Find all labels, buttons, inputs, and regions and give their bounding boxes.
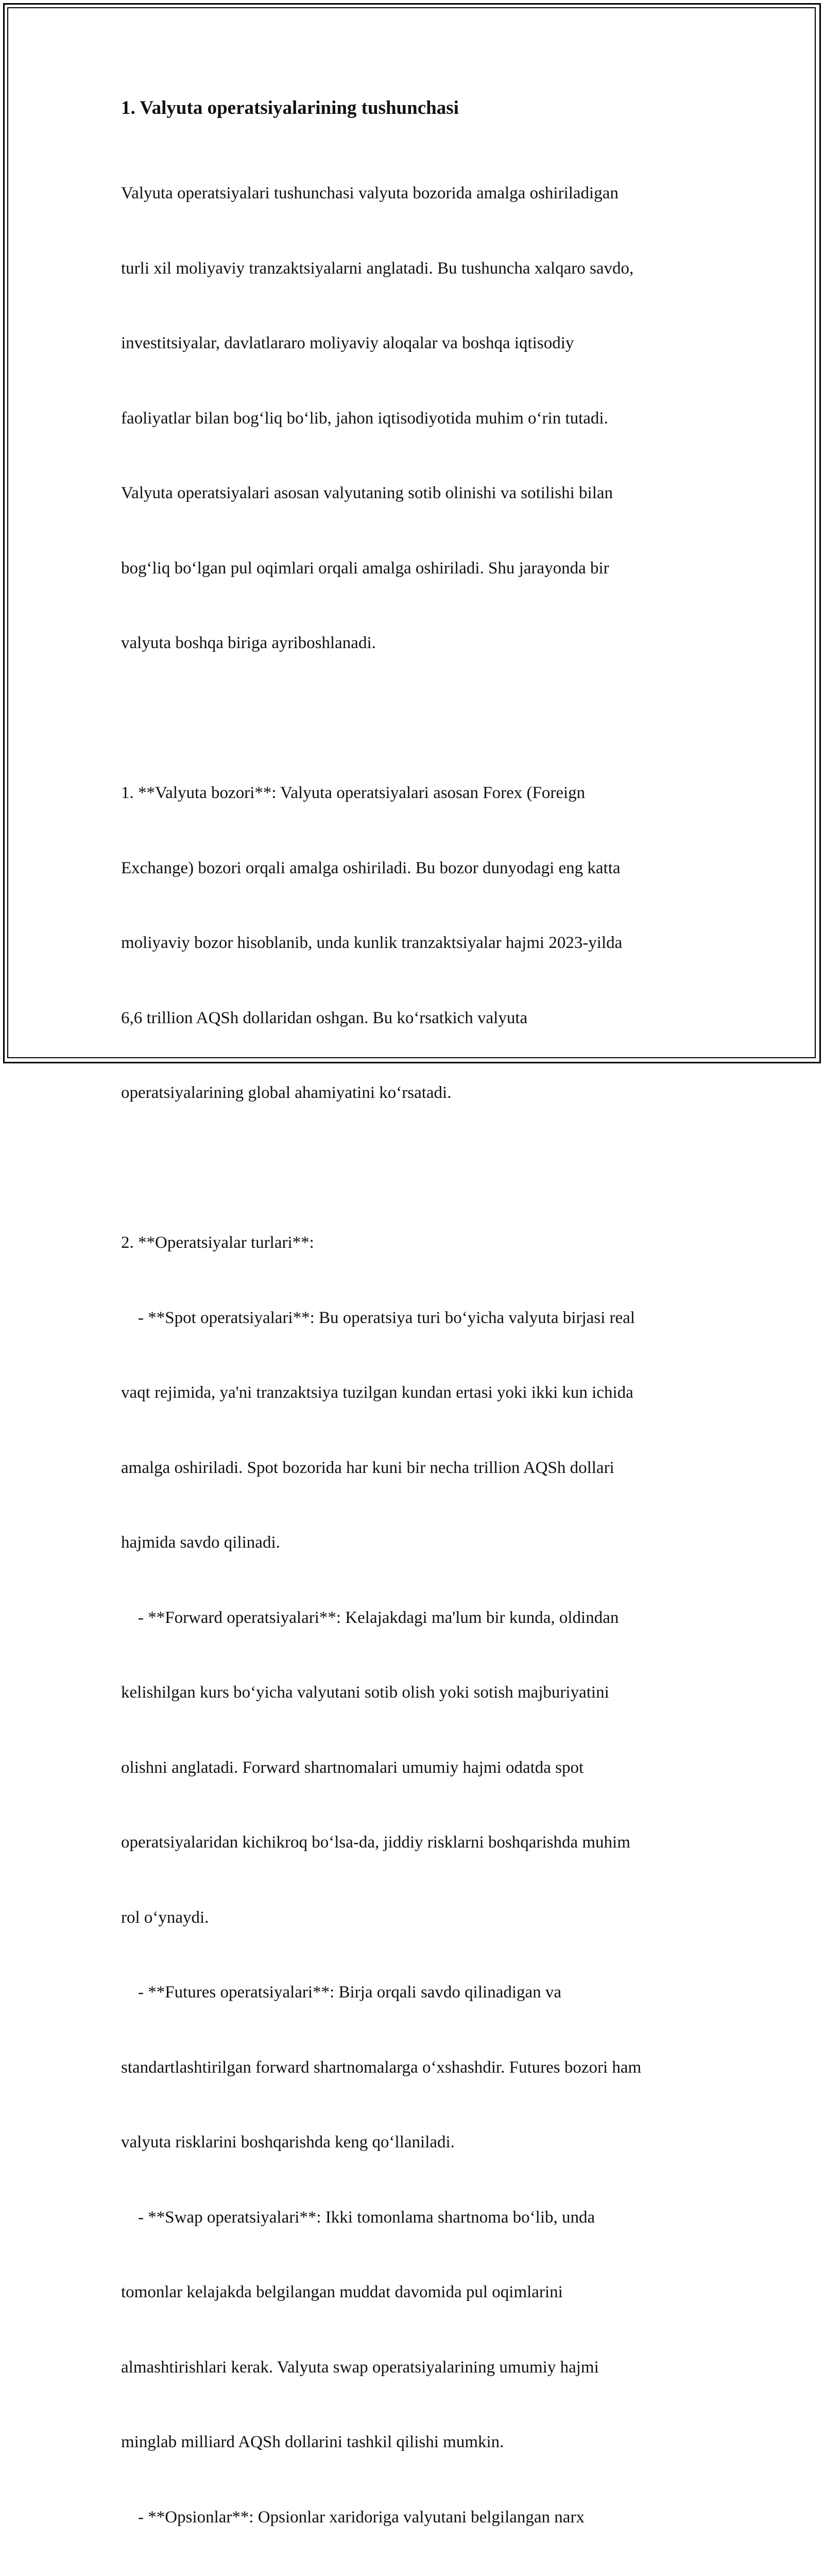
text-line: investitsiyalar, davlatlararo moliyaviy aloqalar va boshqa iqtisodiy: [121, 334, 574, 352]
forex-market-paragraph: [121, 731, 713, 1156]
text-line: 2. **Operatsiyalar turlari**:: [121, 1233, 314, 1252]
text-line: Valyuta operatsiyalari asosan valyutaning sotib olinishi va sotilishi bilan: [121, 484, 613, 502]
text-line: 6,6 trillion AQSh dollaridan oshgan. Bu ko‘rsatkich valyuta: [121, 1008, 528, 1027]
blank-line: [121, 1156, 713, 1181]
text-line: kelishilgan kurs bo‘yicha valyutani sotib olish yoki sotish majburiyatini: [121, 1683, 609, 1702]
text-line: faoliyatlar bilan bog‘liq bo‘lib, jahon iqtisodiyotida muhim o‘rin tutadi.: [121, 409, 608, 428]
text-line: valyuta boshqa biriga ayriboshlanadi.: [121, 634, 376, 652]
document-body: [121, 96, 713, 2576]
text-line: vaqt rejimida, ya'ni tranzaktsiya tuzilgan kundan ertasi yoki ikki kun ichida: [121, 1383, 633, 1402]
text-line: olishni anglatadi. Forward shartnomalari umumiy hajmi odatda spot: [121, 1758, 584, 1777]
text-line: moliyaviy bozor hisoblanib, unda kunlik tranzaktsiyalar hajmi 2023-yilda: [121, 934, 623, 952]
text-line: hajmida savdo qilinadi.: [121, 1533, 280, 1552]
text-line: turli xil moliyaviy tranzaktsiyalarni anglatadi. Bu tushuncha xalqaro savdo,: [121, 259, 634, 278]
text-line: 1. **Valyuta bozori**: Valyuta operatsiyalari asosan Forex (Foreign: [121, 784, 586, 802]
text-line: Exchange) bozori orqali amalga oshiriladi. Bu bozor dunyodagi eng katta: [121, 858, 621, 877]
text-line: - **Spot operatsiyalari**: Bu operatsiya turi bo‘yicha valyuta birjasi real: [121, 1308, 635, 1327]
text-line: Valyuta operatsiyalari tushunchasi valyuta bozorida amalga oshiriladigan: [121, 184, 619, 202]
text-line: minglab milliard AQSh dollarini tashkil qilishi mumkin.: [121, 2433, 504, 2451]
text-line: - **Futures operatsiyalari**: Birja orqali savdo qilinadigan va: [121, 1983, 562, 2002]
text-line: bog‘liq bo‘lgan pul oqimlari orqali amalga oshiriladi. Shu jarayonda bir: [121, 558, 609, 578]
text-line: - **Swap operatsiyalari**: Ikki tomonlama shartnoma bo‘lib, unda: [121, 2208, 595, 2227]
text-line: operatsiyalarining global ahamiyatini ko‘rsatadi.: [121, 1083, 452, 1102]
text-line: tomonlar kelajakda belgilangan muddat davomida pul oqimlarini: [121, 2283, 563, 2301]
intro-paragraph: [121, 131, 713, 706]
operation-types-paragraph: [121, 1180, 713, 2576]
blank-line: [121, 706, 713, 731]
text-line: - **Opsionlar**: Opsionlar xaridoriga valyutani belgilangan narx: [121, 2507, 585, 2527]
text-line: standartlashtirilgan forward shartnomalarga o‘xshashdir. Futures bozori ham: [121, 2058, 642, 2077]
text-line: amalga oshiriladi. Spot bozorida har kuni bir necha trillion AQSh dollari: [121, 1458, 614, 1477]
text-line: operatsiyalaridan kichikroq bo‘lsa-da, jiddiy risklarni boshqarishda muhim: [121, 1833, 630, 1852]
section-heading: 1. Valyuta operatsiyalarining tushunchasi: [121, 97, 459, 118]
text-line: - **Forward operatsiyalari**: Kelajakdagi ma'lum bir kunda, oldindan: [121, 1608, 619, 1627]
text-line: rol o‘ynaydi.: [121, 1908, 209, 1927]
text-line: almashtirishlari kerak. Valyuta swap operatsiyalarining umumiy hajmi: [121, 2358, 599, 2377]
text-line: valyuta risklarini boshqarishda keng qo‘llaniladi.: [121, 2133, 455, 2151]
